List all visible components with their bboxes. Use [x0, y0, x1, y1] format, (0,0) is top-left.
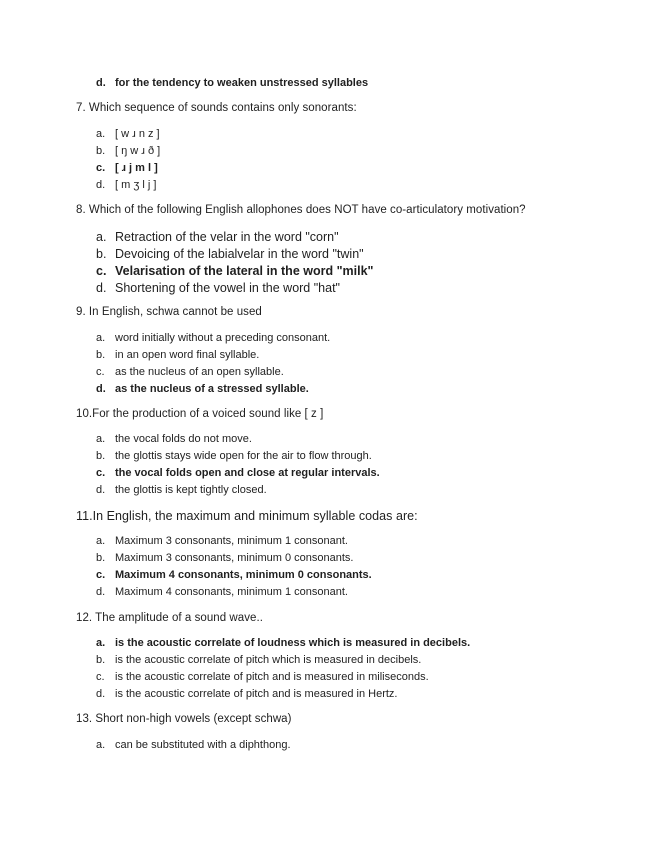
option-letter: d. — [96, 586, 106, 598]
option-text: in an open word final syllable. — [115, 349, 260, 361]
question-stem: 7. Which sequence of sounds contains only sonorants: — [76, 102, 357, 114]
option-text: [ w ɹ n z ] — [115, 128, 160, 140]
option-letter: c. — [96, 467, 106, 479]
answer-option — [96, 247, 364, 261]
option-letter: a. — [96, 535, 106, 547]
answer-option — [96, 688, 397, 700]
option-letter: d. — [96, 688, 106, 700]
answer-option — [96, 535, 348, 547]
answer-option — [96, 77, 368, 89]
answer-option — [96, 349, 259, 361]
option-text: Devoicing of the labialvelar in the word "twin" — [115, 247, 364, 261]
option-text: Maximum 3 consonants, minimum 0 consonants. — [115, 552, 354, 564]
option-text: [ ŋ w ɹ ð ] — [115, 145, 161, 157]
option-text: is the acoustic correlate of pitch which is measured in decibels. — [115, 654, 422, 666]
option-text: Maximum 3 consonants, minimum 1 consonant. — [115, 535, 348, 547]
answer-option-correct — [96, 467, 380, 479]
option-text: Maximum 4 consonants, minimum 1 consonant. — [115, 586, 348, 598]
option-text: Maximum 4 consonants, minimum 0 consonants. — [115, 569, 372, 581]
question-stem: 13. Short non-high vowels (except schwa) — [76, 713, 292, 725]
option-letter: c. — [96, 162, 106, 174]
answer-option — [96, 671, 429, 683]
option-letter: a. — [96, 637, 106, 649]
option-letter: b. — [96, 145, 106, 157]
option-text: the glottis stays wide open for the air to flow through. — [115, 450, 372, 462]
option-letter: a. — [96, 128, 106, 140]
option-text: as the nucleus of a stressed syllable. — [115, 383, 309, 395]
answer-option — [96, 450, 372, 462]
answer-option — [96, 552, 353, 564]
answer-option-correct — [96, 569, 372, 581]
option-text: is the acoustic correlate of pitch and is measured in miliseconds. — [115, 671, 429, 683]
option-text: word initially without a preceding consonant. — [115, 332, 331, 344]
answer-option — [96, 230, 339, 244]
question-stem: 9. In English, schwa cannot be used — [76, 306, 262, 318]
option-letter: d. — [96, 77, 106, 89]
answer-option-correct — [96, 162, 158, 174]
option-letter: d. — [96, 281, 107, 295]
question-stem: 10.For the production of a voiced sound like [ z ] — [76, 408, 324, 420]
option-text: Retraction of the velar in the word "corn" — [115, 230, 339, 244]
option-letter: b. — [96, 349, 106, 361]
answer-option — [96, 654, 421, 666]
answer-option — [96, 179, 156, 191]
question-stem: 12. The amplitude of a sound wave.. — [76, 612, 263, 624]
answer-option — [96, 366, 284, 378]
option-text: is the acoustic correlate of loudness which is measured in decibels. — [115, 637, 471, 649]
option-letter: b. — [96, 450, 106, 462]
option-letter: c. — [96, 569, 106, 581]
option-letter: d. — [96, 179, 106, 191]
option-letter: c. — [96, 366, 105, 378]
answer-option — [96, 739, 291, 751]
answer-option-correct — [96, 264, 373, 278]
question-stem: 11.In English, the maximum and minimum syllable codas are: — [76, 509, 418, 523]
option-letter: c. — [96, 671, 105, 683]
option-text: for the tendency to weaken unstressed syllables — [115, 77, 369, 89]
option-letter: d. — [96, 484, 106, 496]
option-letter: d. — [96, 383, 106, 395]
answer-option — [96, 433, 252, 445]
option-letter: a. — [96, 332, 106, 344]
option-letter: b. — [96, 247, 107, 261]
answer-option — [96, 145, 160, 157]
option-text: as the nucleus of an open syllable. — [115, 366, 284, 378]
option-text: the vocal folds open and close at regular intervals. — [115, 467, 380, 479]
answer-option-correct — [96, 383, 309, 395]
answer-option — [96, 586, 348, 598]
option-letter: b. — [96, 654, 106, 666]
option-text: can be substituted with a diphthong. — [115, 739, 291, 751]
option-letter: a. — [96, 739, 106, 751]
option-letter: a. — [96, 433, 106, 445]
option-text: the vocal folds do not move. — [115, 433, 252, 445]
option-text: the glottis is kept tightly closed. — [115, 484, 267, 496]
answer-option — [96, 281, 340, 295]
answer-option-correct — [96, 637, 470, 649]
option-text: is the acoustic correlate of pitch and is measured in Hertz. — [115, 688, 398, 700]
answer-option — [96, 484, 267, 496]
option-text: Velarisation of the lateral in the word "milk" — [115, 264, 374, 278]
option-letter: b. — [96, 552, 106, 564]
option-text: Shortening of the vowel in the word "hat" — [115, 281, 340, 295]
option-letter: c. — [96, 264, 107, 278]
answer-option — [96, 128, 160, 140]
question-stem: 8. Which of the following English allophones does NOT have co-articulatory motivation? — [76, 204, 526, 216]
option-letter: a. — [96, 230, 107, 244]
option-text: [ ɹ j m l ] — [115, 162, 158, 174]
option-text: [ m ʒ l j ] — [115, 179, 157, 191]
answer-option — [96, 332, 330, 344]
